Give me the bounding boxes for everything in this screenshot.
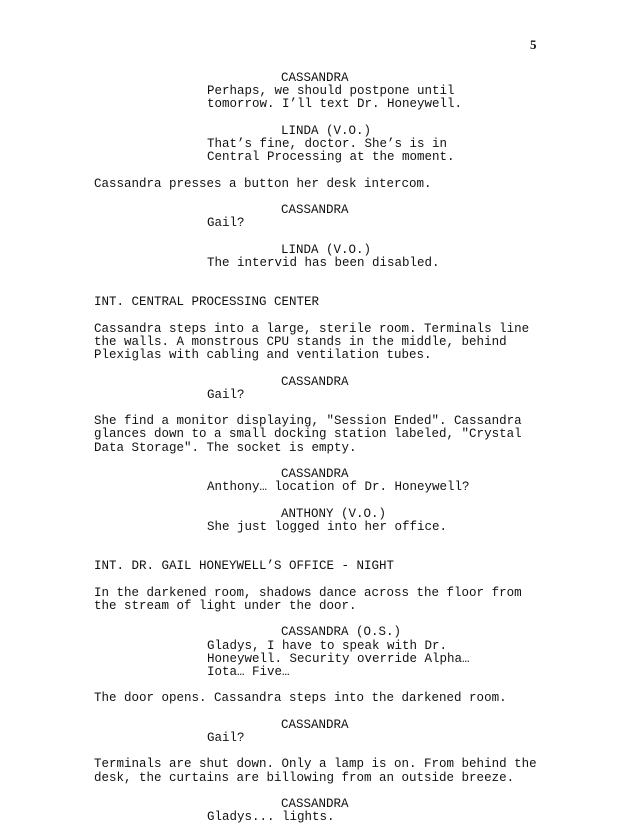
character-cue: CASSANDRA (281, 467, 349, 481)
action-line: the stream of light under the door. (94, 599, 357, 613)
action-line: Cassandra presses a button her desk intercom. (94, 176, 432, 191)
action-line: Plexiglas with cabling and ventilation tubes. (94, 348, 432, 363)
character-cue: CASSANDRA (281, 797, 349, 811)
action-line: She find a monitor displaying, "Session Ended". Cassandra (94, 414, 522, 429)
character-cue: CASSANDRA (O.S.) (281, 625, 402, 640)
dialogue-line: Gail? (207, 731, 245, 745)
scene-heading: INT. DR. GAIL HONEYWELL’S OFFICE - NIGHT (94, 559, 395, 574)
dialogue-line: Perhaps, we should postpone until (207, 84, 455, 99)
dialogue-line: Honeywell. Security override Alpha… (207, 651, 470, 666)
action-line: Cassandra steps into a large, sterile room. Terminals line (94, 321, 530, 336)
action-line: In the darkened room, shadows dance across the floor from (94, 585, 522, 600)
action-line: Terminals are shut down. Only a lamp is on. From behind the (94, 757, 537, 772)
dialogue-line: Central Processing at the moment. (207, 150, 455, 165)
action-line: The door opens. Cassandra steps into the darkened room. (94, 691, 507, 706)
action-line: the walls. A monstrous CPU stands in the middle, behind (94, 335, 507, 349)
dialogue-line: The intervid has been disabled. (207, 255, 440, 270)
character-cue: CASSANDRA (281, 71, 349, 85)
character-cue: CASSANDRA (281, 203, 349, 217)
character-cue: CASSANDRA (281, 374, 349, 389)
page-number: 5 (530, 37, 537, 52)
action-line: Data Storage". The socket is empty. (94, 440, 357, 455)
scene-heading: INT. CENTRAL PROCESSING CENTER (94, 295, 320, 310)
action-line: glances down to a small docking station labeled, "Crystal (94, 427, 522, 442)
character-cue: LINDA (V.O.) (281, 242, 372, 257)
character-cue: LINDA (V.O.) (281, 123, 372, 138)
dialogue-line: tomorrow. I’ll text Dr. Honeywell. (207, 97, 463, 112)
dialogue-line: Anthony… location of Dr. Honeywell? (207, 480, 470, 495)
dialogue-line: Iota… Five… (207, 665, 290, 679)
dialogue-line: Gail? (207, 216, 245, 231)
dialogue-line: Gladys, I have to speak with Dr. (207, 638, 448, 653)
dialogue-line: Gail? (207, 387, 245, 402)
dialogue-line: Gladys... lights. (207, 810, 335, 825)
character-cue: ANTHONY (V.O.) (281, 506, 387, 521)
action-line: desk, the curtains are billowing from an outside breeze. (94, 770, 515, 785)
character-cue: CASSANDRA (281, 717, 349, 732)
dialogue-line: That’s fine, doctor. She’s is in (207, 137, 448, 151)
dialogue-line: She just logged into her office. (207, 519, 448, 534)
